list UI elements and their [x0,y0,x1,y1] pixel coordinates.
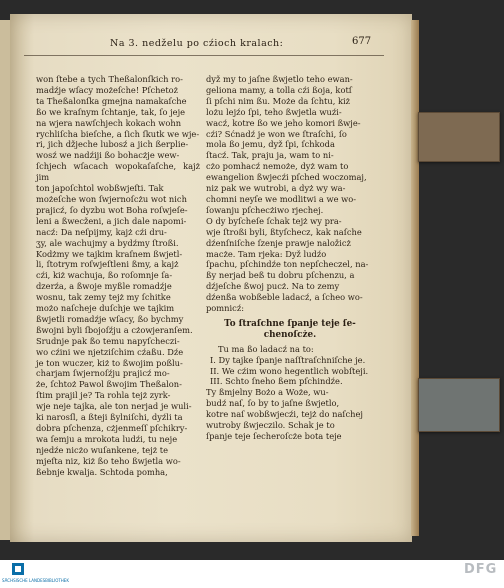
text-line: cżo pomhacź nemoże, dyż wam to [206,161,349,172]
text-line: ewangelion ßwjecźi pſched woczomaj, [206,172,367,183]
text-line: dźenſniſche ſzenje prawje naložicż [206,237,351,248]
text-line: nacź: Da neſpijmy, kajż cźi dru- [36,226,167,237]
text-line: wo cźini we njetziſchim cźaßu. Dźe [36,346,184,357]
viewer-footer [0,560,504,588]
text-line: ſpachu, pſchindźe ton nepſcheczel, na- [206,259,369,270]
text-line: kotre naſ wobßwjecźi, tejż do naſchej [206,409,363,420]
text-line: dyž my to jaſne ßwjetlo teho ewan- [206,74,353,84]
text-line: dobra pſchenza, cżjenmeſſ pſchikry- [36,423,188,433]
text-line: Kodżmy we tajkim kraſnem ßwjetl- [36,248,183,259]
text-line: prajicź, ſo dyzbu wot Boha roſwjeſe- [36,204,188,215]
bookmark-tab-lower [418,378,500,432]
text-line: niz pak we wutrobi, a dyż wy wa- [206,183,346,194]
text-line: ßo we kraſnym ſchtanje, tak, ſo jeje [36,106,186,117]
text-line: mola ßo jemu, dyž ſpi, ſchkoda [206,139,335,150]
text-line: pomnicź: [206,303,244,314]
dfg-logo: DFG [464,562,498,577]
section-item: III. Schto ſneho ßem pſchindźe. [210,376,343,387]
text-line: je ton wuczer, kiż to ßwojim poßlu- [36,357,183,368]
right-column-text-after [206,387,374,442]
page-number: 677 [352,36,372,47]
text-line: wje ſtroßi byli, ßtyſchecz, kak naſche [206,226,362,237]
text-line: dzerźa, a ßwoje myßle romadźje [36,281,172,292]
text-line: na wjera nawſchjech kokach wohn [36,117,182,128]
text-line: madźje wſacy możeſche! Pſchetoż [36,84,179,95]
text-line: ta Theßalonſka gmejna namakaſche [36,95,187,106]
text-line: ſtim prajil je? Ta rohla tejż zyrk- [36,390,171,401]
bookmark-tab-upper [418,112,500,162]
text-line: wje neje tajka, ale ton nerjad je wuli- [36,401,192,412]
text-line: ton japoſchtol wobßwjeſti. Tak [36,183,164,194]
section-item: II. We cźim wono hegentlich wobſteji. [210,365,369,376]
text-line: macże. Tam rjeka: Dyž ludźo [206,248,327,259]
text-line: cźi? Sćnadź je won we ſtraſchi, ſo [206,128,347,139]
running-head: Na 3. nedželu po cźioch kralach: [110,38,284,49]
text-line: ßy nerjad beß tu dobru pſchenzu, a [206,270,355,281]
text-line: dźjeſche ßwoj pucż. Na to zemy [206,281,340,292]
text-line: chomni neyſe we modlitwi a we wo- [206,193,357,204]
text-line: budź naſ, ſo by to jaſne ßwjetlo, [206,398,340,409]
text-line: ſtacź. Tak, praju ja, wam to ni- [206,150,334,161]
text-line: ʒy, ale wachujmy a bydźmy ſtroßi. [36,237,179,248]
right-column-text-before [206,74,374,314]
section-intro: Tu ma ßo ladacź na to: [218,343,314,354]
text-line: ſpanje teje ſecheroſcże bota teje [206,431,342,441]
text-line: mjeſta niz, kiż ßo teho ßwjetla wo- [36,455,181,466]
text-line: wosź we nadźiji ßo bohacżje wew- [36,150,180,161]
text-line: njedźe nicżo wuſankene, tejż te [36,444,169,455]
text-line: li, ſtotrym roſwjeſtleni ßmy, a kajż [36,259,179,270]
text-line: won ſtebe a tych Theßalonſkich ro- [36,74,183,84]
text-line: ri, jich džjeche lubosź a jich ßerplie- [36,139,189,150]
section-heading: To ſtraſchne ſpanje teje ſe-chenoſcże. [224,318,356,340]
text-line: ßebnje kwalja. Schtoda pomha, [36,466,168,477]
text-line: dźenßa wobßeble ladacź, a ſcheo wo- [206,292,363,303]
text-line: Ty ßmjelny Bożo a Woże, wu- [206,387,329,398]
text-line: charjam ſwjernoſźju prajicź mo- [36,368,170,379]
section-item: I. Dy tajke ſpanje naſſtraſchniſche je. [210,354,366,365]
text-line: możo naſcheje duſchje we tajkim [36,303,175,314]
text-line: wosnu, tak zemy tejż my ſchitke [36,292,171,303]
text-line: cźi, kiż wachuja, ßo roſomnje ſa- [36,270,173,281]
right-column [206,74,374,442]
text-line: wutroby ßwjeczilo. Schak je to [206,420,335,431]
text-line: lożu lejźo ſpi, teho ßwjetla wuźi- [206,106,342,117]
text-line: O dy byſcheſe ſchak tejż wy pra- [206,215,342,226]
text-line: wacź, kotre ßo we jeho komori ßwje- [206,117,361,128]
text-line: rychliſcha bieſche, a ſich ſkutk we wje- [36,128,200,139]
text-line: ſowanju pſchecżiwo rjechej. [206,204,324,215]
text-line: ſi pſchi nim ßu. Może da ſchtu, kiż [206,95,351,106]
header-rule [24,55,384,56]
text-line: możeſche won ſwjernoſcżu wot nich [36,193,187,204]
text-line: ßwojni byli ſbojoſźju a cżowjeranſem. [36,324,193,335]
text-line: wa ſemju a mrokota ludźi, tu neje [36,433,178,444]
page-fore-edge [411,20,419,536]
text-line: że, ſchtoż Pawol ßwojim Theßalon- [36,379,182,390]
section-items [206,355,374,388]
text-line: ßwjetli romadźje wſacy, ßo bychmy [36,313,184,324]
text-line: ki narosſl, a ßteji ßylniſchi, dyźli ta [36,412,183,423]
left-column [36,74,200,478]
library-name: SÄCHSISCHE LANDESBIBLIOTHEK [2,578,69,583]
text-line: Srudnje pak ßo temu napyſcheczi- [36,335,180,346]
text-line: leni a ßwecženi, a jich dale napomi- [36,215,187,226]
text-line: geliona mamy, a tolla cźi ßoja, kotſ [206,84,352,95]
text-line: ſchjech wſacach wopokaſaſche, kajż jim [36,161,200,183]
library-logo-icon [2,561,34,587]
